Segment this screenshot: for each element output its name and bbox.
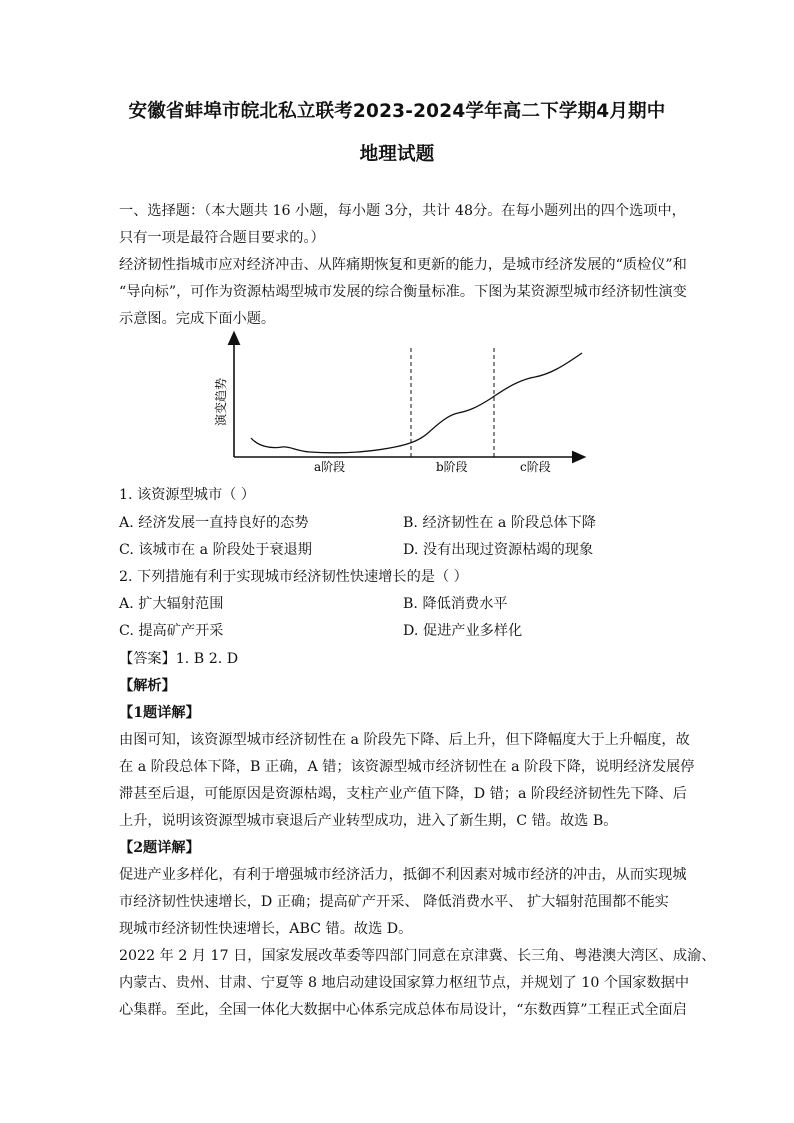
title-line-1: 安徽省蚌埠市皖北私立联考2023-2024学年高二下学期4月期中 (128, 101, 666, 122)
passage2-line-2: 内蒙古、贵州、甘肃、宁夏等 8 地启动建设国家算力枢纽节点，并规划了 10 个国家数据中 (119, 975, 690, 991)
title-line-2: 地理试题 (359, 144, 435, 165)
passage2-line-3: 心集群。至此，全国一体化大数据中心体系完成总体布局设计，“东数西算”工程正式全面启 (119, 1002, 687, 1018)
q1-option-c: C. 该城市在 a 阶段处于衰退期 (119, 542, 312, 558)
passage1-line-2: “导向标”，可作为资源枯竭型城市发展的综合衡量标准。下图为某资源型城市经济韧性演变 (119, 284, 687, 300)
q1-detail-line-4: 上升，说明该资源型城市衰退后产业转型成功，进入了新生期，C 错。故选 B。 (119, 813, 618, 829)
q1-detail-label: 【1题详解】 (119, 705, 200, 721)
q2-option-d: D. 促进产业多样化 (403, 623, 523, 639)
q1-option-d: D. 没有出现过资源枯竭的现象 (403, 542, 594, 558)
passage2-line-1: 2022 年 2 月 17 日，国家发展改革委等四部门同意在京津冀、长三角、粤港澳大湾区、成渝、 (119, 948, 716, 964)
q1-detail-line-1: 由图可知，该资源型城市经济韧性在 a 阶段先下降、后上升，但下降幅度大于上升幅度，故 (119, 732, 690, 748)
passage1-line-1: 经济韧性指城市应对经济冲击、从阵痛期恢复和更新的能力，是城市经济发展的“质检仪”和 (119, 257, 687, 273)
resilience-chart (0, 330, 794, 480)
q2-detail-line-3: 现城市经济韧性快速增长，ABC 错。故选 D。 (119, 921, 413, 937)
phase-label-b: b阶段 (436, 460, 468, 474)
section-heading-line-1: 一、选择题：（本大题共 16 小题，每小题 3分，共计 48分。在每小题列出的四个选项中， (119, 203, 686, 219)
phase-label-a: a阶段 (314, 460, 346, 474)
q1-stem: 1. 该资源型城市（ ） (119, 487, 256, 503)
analysis-label: 【解析】 (119, 678, 176, 694)
q1-detail-line-3: 滞甚至后退，可能原因是资源枯竭，支柱产业产值下降，D 错；a 阶段经济韧性先下降、后 (119, 786, 687, 802)
answer-line: 【答案】1. B 2. D (119, 651, 239, 667)
passage1-line-3: 示意图。完成下面小题。 (119, 311, 276, 327)
y-axis-label: 演变趋势 (214, 377, 228, 426)
q2-option-c: C. 提高矿产开采 (119, 623, 224, 639)
q2-option-b: B. 降低消费水平 (403, 596, 508, 612)
section-heading-line-2: 只有一项是最符合题目要求的。） (119, 230, 325, 246)
q2-stem: 2. 下列措施有利于实现城市经济韧性快速增长的是（ ） (119, 569, 468, 585)
phase-label-c: c阶段 (520, 460, 551, 474)
q2-detail-line-2: 市经济韧性快速增长，D 正确；提高矿产开采、 降低消费水平、 扩大辐射范围都不能实 (119, 894, 669, 910)
q1-option-a: A. 经济发展一直持良好的态势 (119, 515, 309, 531)
q2-detail-line-1: 促进产业多样化，有利于增强城市经济活力，抵御不利因素对城市经济的冲击，从而实现城 (119, 867, 687, 883)
q2-detail-label: 【2题详解】 (119, 840, 200, 856)
q1-option-b: B. 经济韧性在 a 阶段总体下降 (403, 515, 596, 531)
q2-option-a: A. 扩大辐射范围 (119, 596, 224, 612)
resilience-curve (251, 353, 582, 453)
q1-detail-line-2: 在 a 阶段总体下降，B 正确，A 错；该资源型城市经济韧性在 a 阶段下降，说明经济发展停 (119, 759, 695, 775)
